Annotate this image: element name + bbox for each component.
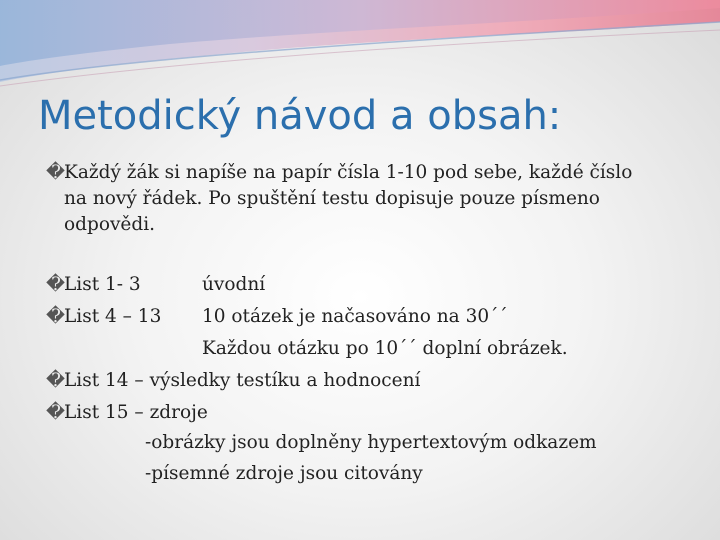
paragraph-line-2: na nový řádek. Po spuštění testu dopisuje pouze písmeno	[64, 188, 600, 209]
slide-title: Metodický návod a obsah:	[38, 93, 562, 139]
list-item	[46, 400, 208, 426]
bullet-icon: �	[46, 306, 65, 327]
item-detail: úvodní	[202, 274, 266, 295]
list-item	[46, 304, 161, 330]
bullet-icon: �	[46, 402, 65, 423]
item-label: List 15 – zdroje	[64, 402, 208, 423]
paragraph-line-1: �Každý žák si napíše na papír čísla 1-10 pod sebe, každé číslo	[46, 160, 632, 186]
item-label: List 1- 3	[64, 274, 141, 295]
decorative-banner	[0, 0, 720, 90]
item-continuation: -písemné zdroje jsou citovány	[145, 463, 423, 484]
bullet-icon: �	[46, 274, 65, 295]
bullet-icon: �	[46, 370, 65, 391]
item-continuation: -obrázky jsou doplněny hypertextovým odkazem	[145, 432, 597, 453]
item-continuation: Každou otázku po 10´´ doplní obrázek.	[202, 338, 568, 359]
item-label: List 14 – výsledky testíku a hodnocení	[64, 370, 421, 391]
item-detail: 10 otázek je načasováno na 30´´	[202, 306, 508, 327]
list-item	[46, 272, 141, 298]
bullet-icon: �	[46, 162, 65, 183]
list-item	[46, 368, 420, 394]
item-label: List 4 – 13	[64, 306, 162, 327]
paragraph-line-3: odpovědi.	[64, 214, 156, 235]
intro-paragraph	[46, 160, 632, 238]
